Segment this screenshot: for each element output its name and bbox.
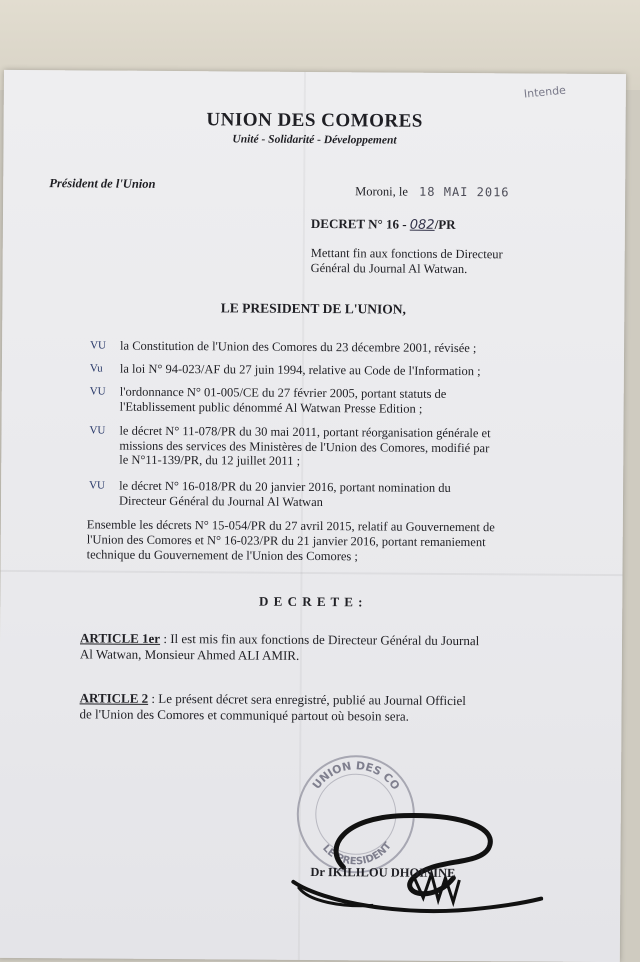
article-separator: : <box>160 630 171 647</box>
ensemble-paragraph <box>87 517 577 565</box>
article-line: Le présent décret sera enregistré, publié au Journal Officiel <box>158 690 466 709</box>
visa-line: le N°11-139/PR, du 12 juillet 2011 ; <box>119 452 301 468</box>
article-1 <box>80 630 580 665</box>
place-label: Moroni, le <box>355 184 408 199</box>
article-line: Al Watwan, Monsieur Ahmed ALI AMIR. <box>79 646 300 663</box>
handwritten-signature <box>283 807 544 959</box>
preamble-heading: LE PRESIDENT DE L'UNION, <box>220 300 406 317</box>
ensemble-line: l'Union des Comores et N° 16-023/PR du 21 janvier 2016, portant remaniement <box>86 532 486 550</box>
decree-object-line: Général du Journal Al Watwan. <box>310 260 468 277</box>
seal-text-bottom: LE PRESIDENT <box>320 840 394 868</box>
decree-number-prefix: DECRET N° 16 - <box>310 215 407 232</box>
decree-number-suffix: /PR <box>434 216 456 232</box>
decree-object-line: Mettant fin aux fonctions de Directeur <box>310 245 503 262</box>
article-label: ARTICLE 1er <box>79 630 161 646</box>
visa-item <box>90 338 570 356</box>
visa-line: missions des services des Ministères de l'Union des Comores, modifié par <box>119 438 490 455</box>
country-title: UNION DES COMORES <box>206 109 423 132</box>
decree-number-handwritten: 082 <box>409 217 435 233</box>
visa-item <box>90 384 570 416</box>
visa-item <box>89 423 569 470</box>
issuer-label: Président de l'Union <box>49 176 156 191</box>
decrete-heading: D E C R E T E : <box>259 593 364 610</box>
visa-label: VU <box>89 385 106 398</box>
decree-number <box>311 216 456 233</box>
article-2 <box>79 690 579 725</box>
article-separator: : <box>148 690 159 706</box>
visa-line: le décret N° 11-078/PR du 30 mai 2011, portant réorganisation générale et <box>119 423 491 441</box>
visa-line: le décret N° 16-018/PR du 20 janvier 2016, portant nomination du <box>119 478 451 495</box>
visa-item <box>90 361 570 379</box>
decree-object <box>311 246 503 277</box>
ensemble-line: Ensemble les décrets N° 15-054/PR du 27 avril 2015, relatif au Gouvernement de <box>86 517 495 535</box>
paper-fold-horizontal <box>1 570 623 576</box>
article-label: ARTICLE 2 <box>79 690 149 706</box>
handwritten-note: Intende <box>523 83 567 101</box>
visa-label: Vu <box>89 362 103 375</box>
visa-label: VU <box>89 479 106 492</box>
visa-line: la loi N° 94-023/AF du 27 juin 1994, relative au Code de l'Information ; <box>119 361 481 379</box>
visa-line: Directeur Général du Journal Al Watwan <box>118 493 323 509</box>
visa-item <box>89 478 569 510</box>
place-date-line <box>355 184 509 200</box>
national-motto: Unité - Solidarité - Développement <box>232 133 397 147</box>
visa-line: la Constitution de l'Union des Comores du 23 décembre 2001, révisée ; <box>120 338 477 356</box>
visa-label: VU <box>90 339 107 352</box>
visa-label: VU <box>89 424 106 437</box>
visa-line: l'ordonnance N° 01-005/CE du 27 février 2005, portant statuts de <box>119 384 447 401</box>
seal-text-top: UNION DES CO <box>309 759 403 793</box>
ensemble-line: technique du Gouvernement de l'Union des Comores ; <box>86 547 358 564</box>
decree-document <box>0 70 626 962</box>
article-line: Il est mis fin aux fonctions de Directeur Général du Journal <box>170 631 480 649</box>
signatory-name: Dr IKILILOU DHOININE <box>310 864 456 880</box>
date-stamp: 18 MAI 2016 <box>419 184 510 200</box>
visa-line: l'Etablissement public dénommé Al Watwan Presse Edition ; <box>119 399 423 416</box>
article-line: de l'Union des Comores et communiqué partout où besoin sera. <box>79 706 410 724</box>
